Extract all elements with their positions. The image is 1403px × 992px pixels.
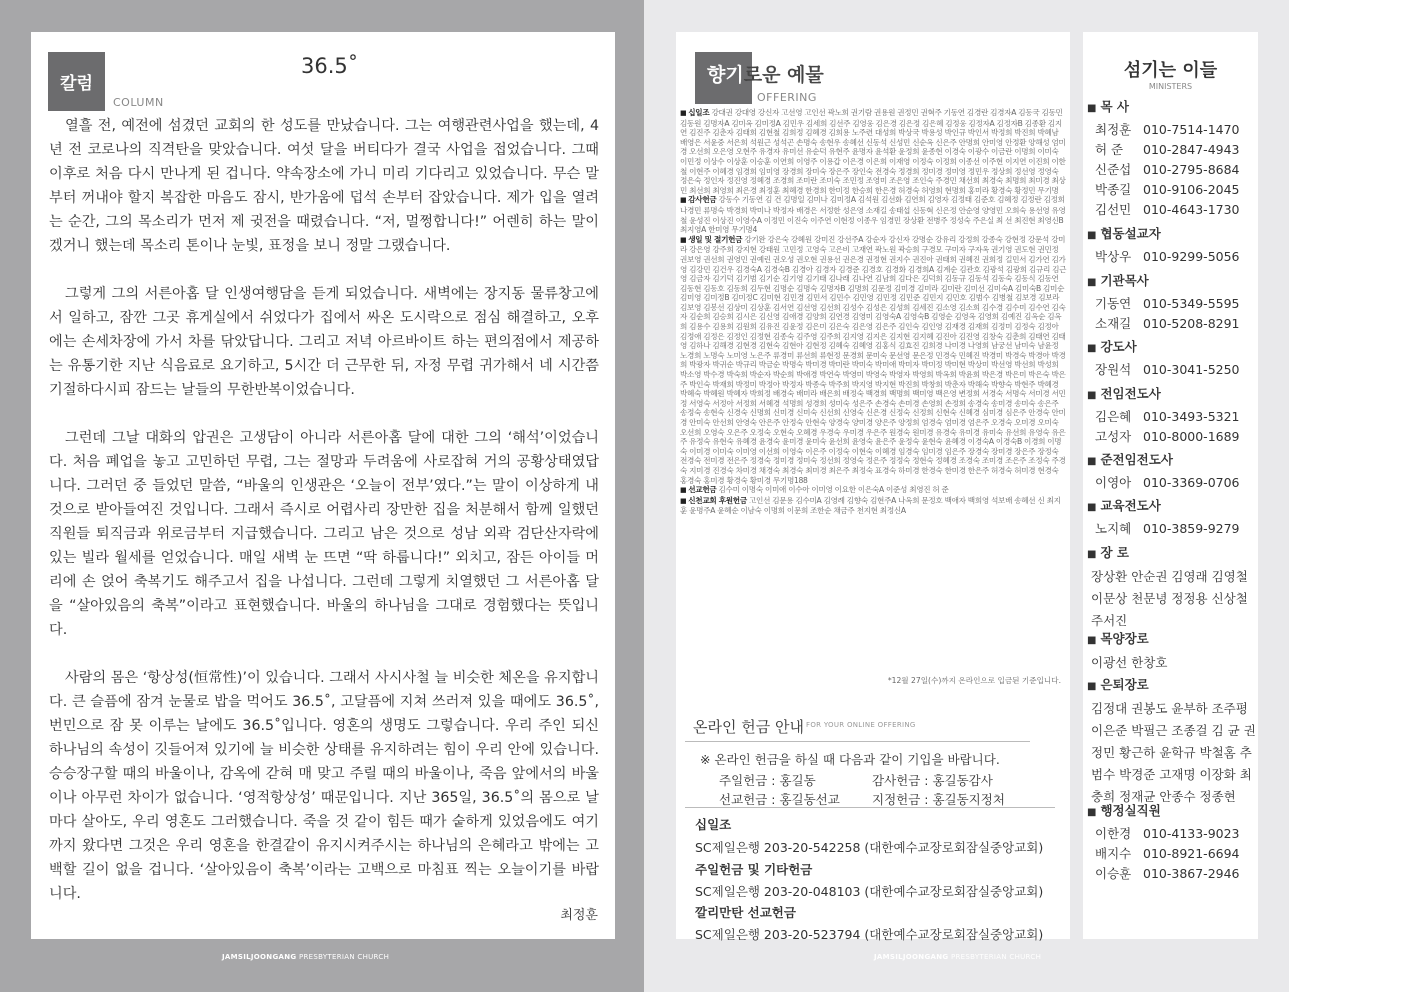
account-value: SC제일은행 203-20-542258 (대한예수교장로회잠실중앙교회) — [695, 840, 1044, 855]
group-heading-text: 행정실직원 — [1100, 803, 1161, 818]
group-heading — [1087, 336, 1240, 358]
minister-row — [1087, 200, 1240, 220]
online-example-item: 감사헌금 : 홍길동감사 — [872, 773, 993, 788]
offering-section-names: 강동수 기동연 김 건 김명일 김미나 김미정A 김석원 김선화 김연희 김영자 김정태 김준호 김혜정 김정란 김정희 나경민 류명숙 박경희 박미나 박정자 배경은 서정한 성은영 소재길 송태섭 신동혁 신은정 안순영 양영민 오희숙 용선영 유영철 윤성진 이상진 이영수A 이정민 이진숙 이주연 이현정 이종우 임경민 장상환 전병주 정성숙 주은실 최 선 최진현 최영신B 최지영A 한미영 무기명4 — [680, 195, 1066, 235]
minister-name: 이한경 — [1095, 826, 1132, 841]
minister-name: 신준섭 — [1095, 162, 1132, 177]
offering-section-names: 고인선 김문용 김수미A 김영례 김향숙 김현주A 나옥희 문정호 백애자 백희영 석보배 송혜선 신 최지훈 윤명주A 윤혜순 이남숙 이명희 이문희 조한순 채금주 천지현 최정신A — [680, 495, 1061, 516]
group-heading — [1087, 270, 1240, 292]
offering-title — [707, 60, 824, 87]
square-icon: ■ — [1087, 343, 1097, 354]
column-badge: 칼럼 — [48, 52, 105, 111]
minister-name: 김은혜 — [1095, 409, 1132, 424]
minister-phone: 010-3867-2946 — [1143, 866, 1240, 881]
column-paragraph: 사람의 몸은 ‘항상성(恒常性)’이 있습니다. 그래서 사시사철 늘 비슷한 체온을 유지합니다. 큰 슬픔에 잠겨 눈물로 밥을 먹어도 36.5˚, 고달픔에 지쳐 쓰러져 있을 때에도 36.5˚, 번민으로 잠 못 이루는 날에도 36.5˚입니다. 영혼의 생명도 그렇습니다. 우리 주인 되신 하나님의 속성이 깃들어져 있기에 늘 비슷한 상태를 유지하려는 힘이 우리 안에 있습니다. 승승장구할 때의 바울이나, 감옥에 갇혀 매 맞고 주릴 때의 바울이나, 죽음 앞에서의 바울이나 아무런 차이가 없습니다. ‘영적항상성’ 때문입니다. 지난 365일, 36.5˚의 몸으로 날마다 살아도, 우리 영혼도 그러했습니다. 죽을 것 같이 힘든 때가 숱하게 있었음에도 여기까지 왔다면 그것은 우리 영혼을 한결같이 유지시켜주시는 하나님의 은혜라고 밖에는 고백할 길이 없을 겁니다. ‘살아있음이 축복’이라는 고백으로 마침표 찍는 오늘이기를 바랍니다. — [49, 670, 599, 902]
column-author: 최정훈 — [560, 908, 598, 923]
minister-row — [1087, 180, 1240, 200]
column-paragraph: 그렇게 그의 서른아홉 달 인생여행담을 듣게 되었습니다. 새벽에는 장지동 물류창고에서 일하고, 잠깐 그곳 휴게실에서 쉬었다가 집에서 싸온 도시락으로 점심 해결하고, 오후에는 손세차장에 가서 차를 닦았답니다. 그리고 저녁 아르바이트 하는 편의점에서 제공하는 유통기한 지난 식음료로 요기하고, 5시간 더 근무한 뒤, 자정 무렵 귀가해서 네 시간쯤 기절하다시피 잠드는 날들의 무한반복이었습니다. — [49, 286, 599, 398]
online-offering-title: 온라인 헌금 안내 — [693, 718, 804, 736]
account-label: 주일헌금 및 기타헌금 — [695, 862, 813, 877]
group-heading-text: 준전임전도사 — [1100, 452, 1173, 467]
offering-section: ■ 신천교회 후원헌금 고인선 김문용 김수미A 김영례 김향숙 김현주A 나옥희 문정호 백애자 백희영 석보배 송혜선 신 최지훈 윤명주A 윤혜순 이남숙 이명희 이문희 조한순 채금주 천지현 최정신A — [680, 495, 1061, 516]
minister-row — [1087, 247, 1240, 267]
minister-phone: 010-8000-1689 — [1143, 429, 1240, 444]
group-heading-text: 목 사 — [1100, 99, 1129, 114]
footer-church-rest: PRESBYTERIAN CHURCH — [296, 953, 390, 961]
minister-phone: 010-8921-6694 — [1143, 846, 1240, 861]
footer-left — [222, 953, 389, 961]
online-example-item: 선교헌금 : 홍길동선교 — [719, 792, 840, 807]
minister-group — [1087, 383, 1240, 447]
square-icon: ■ — [1087, 502, 1097, 513]
offering-sub: OFFERING — [757, 91, 817, 104]
minister-group — [1087, 674, 1256, 808]
column-body — [49, 114, 599, 930]
group-heading — [1087, 96, 1240, 118]
offering-title-white: 향기 — [707, 64, 744, 86]
online-example-item: 지정헌금 : 홍길동지정처 — [872, 792, 1005, 807]
minister-group — [1087, 800, 1240, 884]
group-heading-text: 은퇴장로 — [1100, 677, 1149, 692]
square-icon: ■ — [1087, 549, 1097, 560]
offering-note: *12월 27일(수)까지 온라인으로 입금된 기준입니다. — [887, 676, 1061, 685]
minister-name: 노지혜 — [1095, 521, 1132, 536]
minister-phone: 010-3041-5250 — [1143, 362, 1240, 377]
offering-section-head: 신천교회 후원헌금 — [688, 495, 747, 505]
offering-section-head: 감사헌금 — [688, 195, 717, 205]
group-heading-text: 협동설교자 — [1100, 226, 1161, 241]
minister-row — [1087, 160, 1240, 180]
group-heading-text: 전임전도사 — [1100, 386, 1161, 401]
elder-names: 장상환 안순권 김영래 김영철 이문상 천문녕 정정용 신상철 주서진 — [1091, 569, 1248, 628]
online-offering-sub: FOR YOUR ONLINE OFFERING — [806, 721, 916, 729]
minister-row — [1087, 427, 1240, 447]
minister-phone: 010-4133-9023 — [1143, 826, 1240, 841]
square-icon: ■ — [1087, 277, 1097, 288]
minister-row — [1087, 294, 1240, 314]
minister-group — [1087, 628, 1256, 674]
group-heading — [1087, 449, 1240, 471]
minister-name: 소재길 — [1095, 316, 1132, 331]
minister-row — [1087, 519, 1240, 539]
minister-name: 배지수 — [1095, 846, 1132, 861]
offering-section-head: 선교헌금 — [688, 485, 717, 495]
minister-group — [1087, 336, 1240, 380]
minister-group — [1087, 495, 1240, 539]
minister-phone: 010-2795-8684 — [1143, 162, 1240, 177]
group-heading-text: 기관목사 — [1100, 273, 1149, 288]
minister-phone: 010-9299-5056 — [1143, 249, 1240, 264]
minister-phone: 010-3859-9279 — [1143, 521, 1240, 536]
account-label: 십일조 — [695, 817, 732, 832]
minister-phone: 010-3493-5321 — [1143, 409, 1240, 424]
minister-name: 최정훈 — [1095, 122, 1132, 137]
account-value: SC제일은행 203-20-048103 (대한예수교장로회잠실중앙교회) — [695, 884, 1044, 899]
footer-church-rest: PRESBYTERIAN CHURCH — [948, 953, 1042, 961]
minister-phone: 010-4643-1730 — [1143, 202, 1240, 217]
ministers-panel — [1083, 32, 1258, 939]
offering-section: ■ 선교헌금 김수미 이명숙 이미애 이수아 이미영 이요한 이은숙A 이준성 최영진 허 준 — [680, 485, 949, 495]
group-heading — [1087, 800, 1240, 822]
group-heading-text: 장 로 — [1100, 545, 1129, 560]
minister-name: 이영아 — [1095, 475, 1132, 490]
square-icon: ■ — [1087, 681, 1097, 692]
minister-group — [1087, 542, 1256, 632]
minister-name: 김선민 — [1095, 202, 1132, 217]
minister-row — [1087, 407, 1240, 427]
minister-phone: 010-3369-0706 — [1143, 475, 1240, 490]
divider — [685, 741, 1030, 742]
online-offering-note: ※ 온라인 헌금을 하실 때 다음과 같이 기입을 바랍니다. — [700, 752, 1000, 767]
offering-section-names: 강대권 강대영 강신자 고선영 고인선 곽노희 권기람 권용원 권정민 권혁주 기동연 김경란 김경자A 김동국 김동민 김동원 김명자A 김미옥 김미정A 김민우 김세희 김선주 김영웅 김은경 김은정 김은혜 김정웅 김정자A 김정자B 김종환 김지연 김진주 김춘자 김태희 김현철 김희정 김혜경 김희용 노주련 대성희 박상국 박용성 박인규 박인서 박정희 박진희 박혜남 배영은 서윤중 서은희 석원근 성석곤 손명숙 송현우 송혜선 신동석 신성민 신순옥 신은주 안명희 안미영 안정환 양해성 엄미경 오선희 오은영 오현주 유경자 유미선 유순덕 유현주 윤명자 윤석환 윤정희 윤종현 이경숙 이광수 이금란 이명희 이미숙 이민정 이상수 이상훈 이승훈 이연희 이영주 이용갑 이은경 이은희 이재영 이정숙 이정희 이종선 이주현 이지연 이진희 이한철 이현주 이혜경 임경희 임미영 장경희 장미숙 장은주 장인숙 전경숙 정경희 정미경 정미영 정민우 정상희 정선영 정영숙 정은숙 정인자 정진영 정혜경 조경희 조미란 조미숙 조민정 조영미 조은영 조인숙 주경민 채선희 최경숙 최명희 최미경 최상민 최선희 최영희 최은경 최정훈 최혜경 한경희 한미정 한승희 한은경 허경숙 허영희 현명희 홍미라 황경숙 황정민 무기명 — [680, 108, 1066, 195]
outer-margin — [1289, 0, 1403, 992]
offering-section: ■ 감사헌금 강동수 기동연 김 건 김명일 김미나 김미정A 김석원 김선화 김연희 김영자 김정태 김준호 김혜정 김정란 김정희 나경민 류명숙 박경희 박미나 박정자 배경은 서정한 성은영 소재길 송태섭 신동혁 신은정 안순영 양영민 오희숙 용선영 유영철 윤성진 이상진 이영수A 이정민 이진숙 이주연 이현정 이종우 임경민 장상환 전병주 정성숙 주은실 최 선 최진현 최영신B 최지영A 한미영 무기명4 — [680, 195, 1066, 235]
online-example-item: 주일헌금 : 홍길동 — [719, 773, 816, 788]
square-icon: ■ — [1087, 807, 1097, 818]
column-panel — [31, 32, 615, 939]
offering-section-names: 강기완 강은숙 강혜원 강미진 강선주A 강순자 강신자 강명순 강유리 강정희 강종숙 강현정 강문석 강미라 강은영 강주희 강지현 강태원 고민정 고영숙 고은비 고재연 곽노원 곽승희 구경모 구미자 구자옥 권기영 권도현 권민정 권보영 권선희 권영민 권예린 권오성 권오현 권용선 권은경 권정현 권지수 권진아 권태희 권혜진 권희정 길민서 김가연 김가영 김강민 김건우 김경숙A 김경숙B 김경아 김경자 김경준 김경호 김경화 김경희A 김계순 김관호 김광석 김광희 김규리 김근영 김금자 김기덕 김기범 김기순 김기영 김기태 김나래 김나연 김남희 김다은 김덕희 김동규 김동석 김동숙 김동식 김동연 김동현 김동호 김동희 김두현 김명순 김명숙 김명자B 김명희 김문정 김미경 김미라 김미란 김미선 김미숙A 김미숙B 김미순 김미영 김미정B 김미정C 김미현 김민경 김민서 김민수 김민영 김민정 김민준 김민지 김민호 김범수 김병철 김보경 김보라 김보영 김봉선 김상미 김상훈 김서연 김선영 김선희 김성수 김성은 김성희 김세진 김소영 김소희 김수경 김수미 김수연 김숙자 김순희 김승희 김시은 김신영 김애경 김양희 김연경 김영미 김영숙A 김영숙B 김영순 김영옥 김영희 김예진 김옥순 김옥희 김용수 김용희 김원희 김유진 김윤정 김은미 김은숙 김은영 김은주 김인숙 김인영 김재경 김재희 김정미 김정숙 김정아 김정애 김정은 김정인 김정현 김종숙 김주영 김주희 김지영 김지은 김지현 김지혜 김진아 김진영 김창숙 김춘희 김태연 김태영 김하나 김해경 김현경 김현숙 김현아 김현정 김혜숙 김혜영 김홍식 김효진 김희경 나미경 나영희 남궁선 남미숙 남윤정 노경희 노명숙 노미영 노은주 류경미 류선희 류현정 문경희 문미숙 문선영 문은정 민경숙 민혜진 박경미 박경숙 박경아 박경희 박광자 박귀순 박규리 박금순 박명숙 박미경 박미란 박미숙 박미애 박미자 박미정 박미현 박상미 박선영 박선희 박성희 박소영 박수경 박숙희 박순자 박순희 박애경 박연숙 박영미 박영숙 박영자 박영희 박옥희 박윤희 박은경 박은미 박은숙 박은주 박인숙 박재희 박정미 박정아 박정자 박종숙 박주희 박지영 박지현 박진희 박창희 박춘자 박해숙 박향숙 박현주 박혜경 박혜숙 박혜원 박혜자 박희정 배경숙 배미라 배은희 배정숙 백경희 백명희 백미영 백은영 변정희 서경숙 서명숙 서미경 서민정 서영숙 서정아 서정희 서혜경 석명희 성경희 성미숙 성은주 손경숙 손미경 손영희 손정희 송경숙 송미경 송미숙 송은주 송정숙 송현숙 신경숙 신명희 신미경 신미숙 신선희 신영숙 신은경 신정숙 신정희 신현숙 신혜경 심미경 심은주 안경숙 안미경 안미숙 안선희 안영숙 안은주 안정숙 안현숙 양경숙 양미경 양은주 양정희 엄경숙 엄미경 엄은주 오경숙 오미경 오미숙 오선희 오영숙 오은주 오정숙 오현숙 오혜경 우경숙 우미경 우은주 원경숙 원미경 유경숙 유미경 유미숙 유선희 유영숙 유은주 유정숙 유현숙 유혜경 윤경숙 윤미경 윤미숙 윤선희 윤영숙 윤은주 윤정숙 윤현숙 윤혜경 이경숙A 이경숙B 이경희 이명숙 이미경 이미숙 이미영 이선희 이영숙 이은주 이정숙 이현숙 이혜경 임경숙 임미경 임은주 장경숙 장미경 장은주 장정숙 전경숙 전미경 전은주 정경숙 정미경 정미숙 정선희 정영숙 정은주 정정숙 정현숙 정혜경 조경숙 조미경 조은주 조정숙 주경숙 지미경 진경숙 차미경 채경숙 최경숙 최미경 최은주 최정숙 표경숙 하미경 한경숙 한미경 한은주 허경숙 허미경 현경숙 홍경숙 홍미경 황경숙 황미경 무기명188 — [680, 234, 1067, 485]
minister-row — [1087, 360, 1240, 380]
footer-church-name: JAMSILJOONGANG — [874, 953, 949, 961]
minister-row — [1087, 314, 1240, 334]
square-icon: ■ — [1087, 390, 1097, 401]
minister-group — [1087, 96, 1240, 220]
minister-group — [1087, 270, 1240, 334]
minister-group — [1087, 449, 1240, 493]
minister-row — [1087, 824, 1240, 844]
group-heading — [1087, 383, 1240, 405]
group-heading-text: 교육전도사 — [1100, 498, 1161, 513]
offering-panel — [676, 32, 1070, 942]
minister-phone: 010-5349-5595 — [1143, 296, 1240, 311]
group-heading — [1087, 223, 1240, 245]
offering-list — [680, 108, 1067, 688]
ministers-sub: MINISTERS — [1148, 82, 1193, 91]
minister-row — [1087, 864, 1240, 884]
group-heading-text: 목양장로 — [1100, 631, 1149, 646]
minister-name: 고성자 — [1095, 429, 1132, 444]
minister-phone: 010-5208-8291 — [1143, 316, 1240, 331]
minister-row — [1087, 140, 1240, 160]
offering-title-dark: 로운 예물 — [743, 64, 824, 86]
account-value: SC제일은행 203-20-523794 (대한예수교장로회잠실중앙교회) — [695, 927, 1044, 942]
ministers-title: 섬기는 이들 — [1123, 60, 1218, 81]
offering-section-head: 십일조 — [688, 108, 710, 117]
footer-church-name: JAMSILJOONGANG — [222, 953, 297, 961]
minister-name: 이승훈 — [1095, 866, 1132, 881]
square-icon: ■ — [1087, 230, 1097, 241]
minister-phone: 010-7514-1470 — [1143, 122, 1240, 137]
offering-section: ■ 생일 및 절기헌금 강기완 강은숙 강혜원 강미진 강선주A 강순자 강신자 강명순 강유리 강정희 강종숙 강현정 강문석 강미라 강은영 강주희 강지현 강태원 고민정 고영숙 고은비 고재연 곽노원 곽승희 구경모 구미자 구자옥 권기영 권도현 권민정 권보영 권선희 권영민 권예린 권오성 권오현 권용선 권은경 권정현 권지수 권진아 권태희 권혜진 권희정 길민서 김가연 김가영 김강민 김건우 김경숙A 김경숙B 김경아 김경자 김경준 김경호 김경화 김경희A 김계순 김관호 김광석 김광희 김규리 김근영 김금자 김기덕 김기범 김기순 김기영 김기태 김나래 김나연 김남희 김다은 김덕희 김동규 김동석 김동숙 김동식 김동연 김동현 김동호 김동희 김두현 김명순 김명숙 김명자B 김명희 김문정 김미경 김미라 김미란 김미선 김미숙A 김미숙B 김미순 김미영 김미정B 김미정C 김미현 김민경 김민서 김민수 김민영 김민정 김민준 김민지 김민호 김범수 김병철 김보경 김보라 김보영 김봉선 김상미 김상훈 김서연 김선영 김선희 김성수 김성은 김성희 김세진 김소영 김소희 김수경 김수미 김수연 김숙자 김순희 김승희 김시은 김신영 김애경 김양희 김연경 김영미 김영숙A 김영숙B 김영순 김영옥 김영희 김예진 김옥순 김옥희 김용수 김용희 김원희 김유진 김윤정 김은미 김은숙 김은영 김은주 김인숙 김인영 김재경 김재희 김정미 김정숙 김정아 김정애 김정은 김정인 김정현 김종숙 김주영 김주희 김지영 김지은 김지현 김지혜 김진아 김진영 김창숙 김춘희 김태연 김태영 김하나 김해경 김현경 김현숙 김현아 김현정 김혜숙 김혜영 김홍식 김효진 김희경 나미경 나영희 남궁선 남미숙 남윤정 노경희 노명숙 노미영 노은주 류경미 류선희 류현정 문경희 문미숙 문선영 문은정 민경숙 민혜진 박경미 박경숙 박경아 박경희 박광자 박귀순 박규리 박금순 박명숙 박미경 박미란 박미숙 박미애 박미자 박미정 박미현 박상미 박선영 박선희 박성희 박소영 박수경 박숙희 박순자 박순희 박애경 박연숙 박영미 박영숙 박영자 박영희 박옥희 박윤희 박은경 박은미 박은숙 박은주 박인숙 박재희 박정미 박정아 박정자 박종숙 박주희 박지영 박지현 박진희 박창희 박춘자 박해숙 박향숙 박현주 박혜경 박혜숙 박혜원 박혜자 박희정 배경숙 배미라 배은희 배정숙 백경희 백명희 백미영 백은영 변정희 서경숙 서명숙 서미경 서민정 서영숙 서정아 서정희 서혜경 석명희 성경희 성미숙 성은주 손경숙 손미경 손영희 손정희 송경숙 송미경 송미숙 송은주 송정숙 송현숙 신경숙 신명희 신미경 신미숙 신선희 신영숙 신은경 신정숙 신정희 신현숙 신혜경 심미경 심은주 안경숙 안미경 안미숙 안선희 안영숙 안은주 안정숙 안현숙 양경숙 양미경 양은주 양정희 엄경숙 엄미경 엄은주 오경숙 오미경 오미숙 오선희 오영숙 오은주 오정숙 오현숙 오혜경 우경숙 우미경 우은주 원경숙 원미경 유경숙 유미경 유미숙 유선희 유영숙 유은주 유정숙 유현숙 유혜경 윤경숙 윤미경 윤미숙 윤선희 윤영숙 윤은주 윤정숙 윤현숙 윤혜경 이경숙A 이경숙B 이경희 이명숙 이미경 이미숙 이미영 이선희 이영숙 이은주 이정숙 이현숙 이혜경 임경숙 임미경 임은주 장경숙 장미경 장은주 장정숙 전경숙 전미경 전은주 정경숙 정미경 정미숙 정선희 정영숙 정은주 정정숙 정현숙 정혜경 조경숙 조미경 조은주 조정숙 주경숙 지미경 진경숙 차미경 채경숙 최경숙 최미경 최은주 최정숙 표경숙 하미경 한경숙 한미경 한은주 허경숙 허미경 현경숙 홍경숙 홍미경 황경숙 황미경 무기명188 — [680, 234, 1067, 485]
elder-names: 김정대 권봉도 윤부하 조주평 이은준 박필근 조종걸 김 균 권정민 황근하 윤학규 박철홈 추범수 박경준 고재명 이장화 최충희 정재균 안종수 정종현 — [1091, 701, 1256, 804]
offering-section-head: 생일 및 절기헌금 — [688, 234, 743, 244]
column-paragraph: 그런데 그날 대화의 압권은 고생담이 아니라 서른아홉 달에 대한 그의 ‘해석’이었습니다. 처음 폐업을 놓고 고민하던 무렵, 그는 절망과 두려움에 사로잡혀 거의 공황상태였답니다. 그러던 중 들었던 말씀, “바울의 인생관은 ‘오늘이 전부’였다.”는 말이 이상하게 내 것으로 받아들여진 것입니다. 그래서 즉시로 어렵사리 장만한 집을 처분해서 함께 일했던 직원들 퇴직금과 위로금부터 지급했습니다. 그리고 남은 것으로 성남 외곽 검단산자락에 있는 빌라 월세를 얻었습니다. 매일 새벽 눈 뜨면 “딱 하룹니다!” 외치고, 잠든 아이들 머리에 손 얹어 축복기도 해주고서 집을 나섭니다. 그런데 그렇게 치열했던 그 서른아홉 달을 “살아있음의 축복”이라고 표현했습니다. 바울의 하나님을 그대로 경험했다는 뜻입니다. — [49, 430, 599, 638]
offering-section-names: 김수미 이명숙 이미애 이수아 이미영 이요한 이은숙A 이준성 최영진 허 준 — [718, 485, 949, 495]
divider — [685, 807, 1055, 808]
minister-phone: 010-9106-2045 — [1143, 182, 1240, 197]
minister-group — [1087, 223, 1240, 267]
elder-names: 이광선 한창호 — [1091, 655, 1168, 670]
square-icon: ■ — [1087, 635, 1097, 646]
group-heading — [1087, 542, 1256, 564]
column-title: 36.5˚ — [301, 54, 359, 78]
group-heading — [1087, 674, 1256, 696]
minister-phone: 010-2847-4943 — [1143, 142, 1240, 157]
minister-row — [1087, 473, 1240, 493]
column-paragraph: 열흘 전, 예전에 섬겼던 교회의 한 성도를 만났습니다. 그는 여행관련사업을 했는데, 4년 전 코로나의 직격탄을 맞았습니다. 여섯 달을 버티다가 결국 사업을 접었습니다. 그때 이후로 처음 다시 만나게 된 겁니다. 약속장소에 가니 미리 기다리고 있었습니다. 무슨 말부터 꺼내야 할지 복잡한 마음도 잠시, 반가움에 덥석 손부터 잡았습니다. 제가 입을 열려는 순간, 그의 목소리가 먼저 제 귓전을 때렸습니다. “저, 멀쩡합니다!” 어렌히 하는 말이겠거니 했는데 목소리 톤이나 눈빛, 표정을 보니 정말 그랬습니다. — [49, 118, 599, 254]
minister-name: 박종길 — [1095, 182, 1132, 197]
minister-name: 박상우 — [1095, 249, 1132, 264]
square-icon: ■ — [1087, 103, 1097, 114]
column-badge-sub: COLUMN — [113, 96, 164, 109]
group-heading-text: 강도사 — [1100, 339, 1137, 354]
minister-row — [1087, 120, 1240, 140]
account-label: 깔리만탄 선교헌금 — [695, 905, 796, 920]
minister-row — [1087, 844, 1240, 864]
minister-name: 기동연 — [1095, 296, 1132, 311]
group-heading — [1087, 495, 1240, 517]
offering-section: ■ 십일조 강대권 강대영 강신자 고선영 고인선 곽노희 권기람 권용원 권정민 권혁주 기동연 김경란 김경자A 김동국 김동민 김동원 김명자A 김미옥 김미정A 김민우 김세희 김선주 김영웅 김은경 김은정 김은혜 김정웅 김정자A 김정자B 김종환 김지연 김진주 김춘자 김태희 김현철 김희정 김혜경 김희용 노주련 대성희 박상국 박용성 박인규 박인서 박정희 박진희 박혜남 배영은 서윤중 서은희 석원근 성석곤 손명숙 송현우 송혜선 신동석 신성민 신순옥 신은주 안명희 안미영 안정환 양해성 엄미경 오선희 오은영 오현주 유경자 유미선 유순덕 유현주 윤명자 윤석환 윤정희 윤종현 이경숙 이광수 이금란 이명희 이미숙 이민정 이상수 이상훈 이승훈 이연희 이영주 이용갑 이은경 이은희 이재영 이정숙 이정희 이종선 이주현 이지연 이진희 이한철 이현주 이혜경 임경희 임미영 장경희 장미숙 장은주 장인숙 전경숙 정경희 정미경 정미영 정민우 정상희 정선영 정영숙 정은숙 정인자 정진영 정혜경 조경희 조미란 조미숙 조민정 조영미 조은영 조인숙 주경민 채선희 최경숙 최명희 최미경 최상민 최선희 최영희 최은경 최정훈 최혜경 한경희 한미정 한승희 한은경 허경숙 허영희 현명희 홍미라 황경숙 황정민 무기명 — [680, 108, 1066, 195]
minister-name: 장원석 — [1095, 362, 1132, 377]
group-heading — [1087, 628, 1256, 650]
footer-right — [874, 953, 1041, 961]
minister-name: 허 준 — [1095, 142, 1124, 157]
square-icon: ■ — [1087, 456, 1097, 467]
